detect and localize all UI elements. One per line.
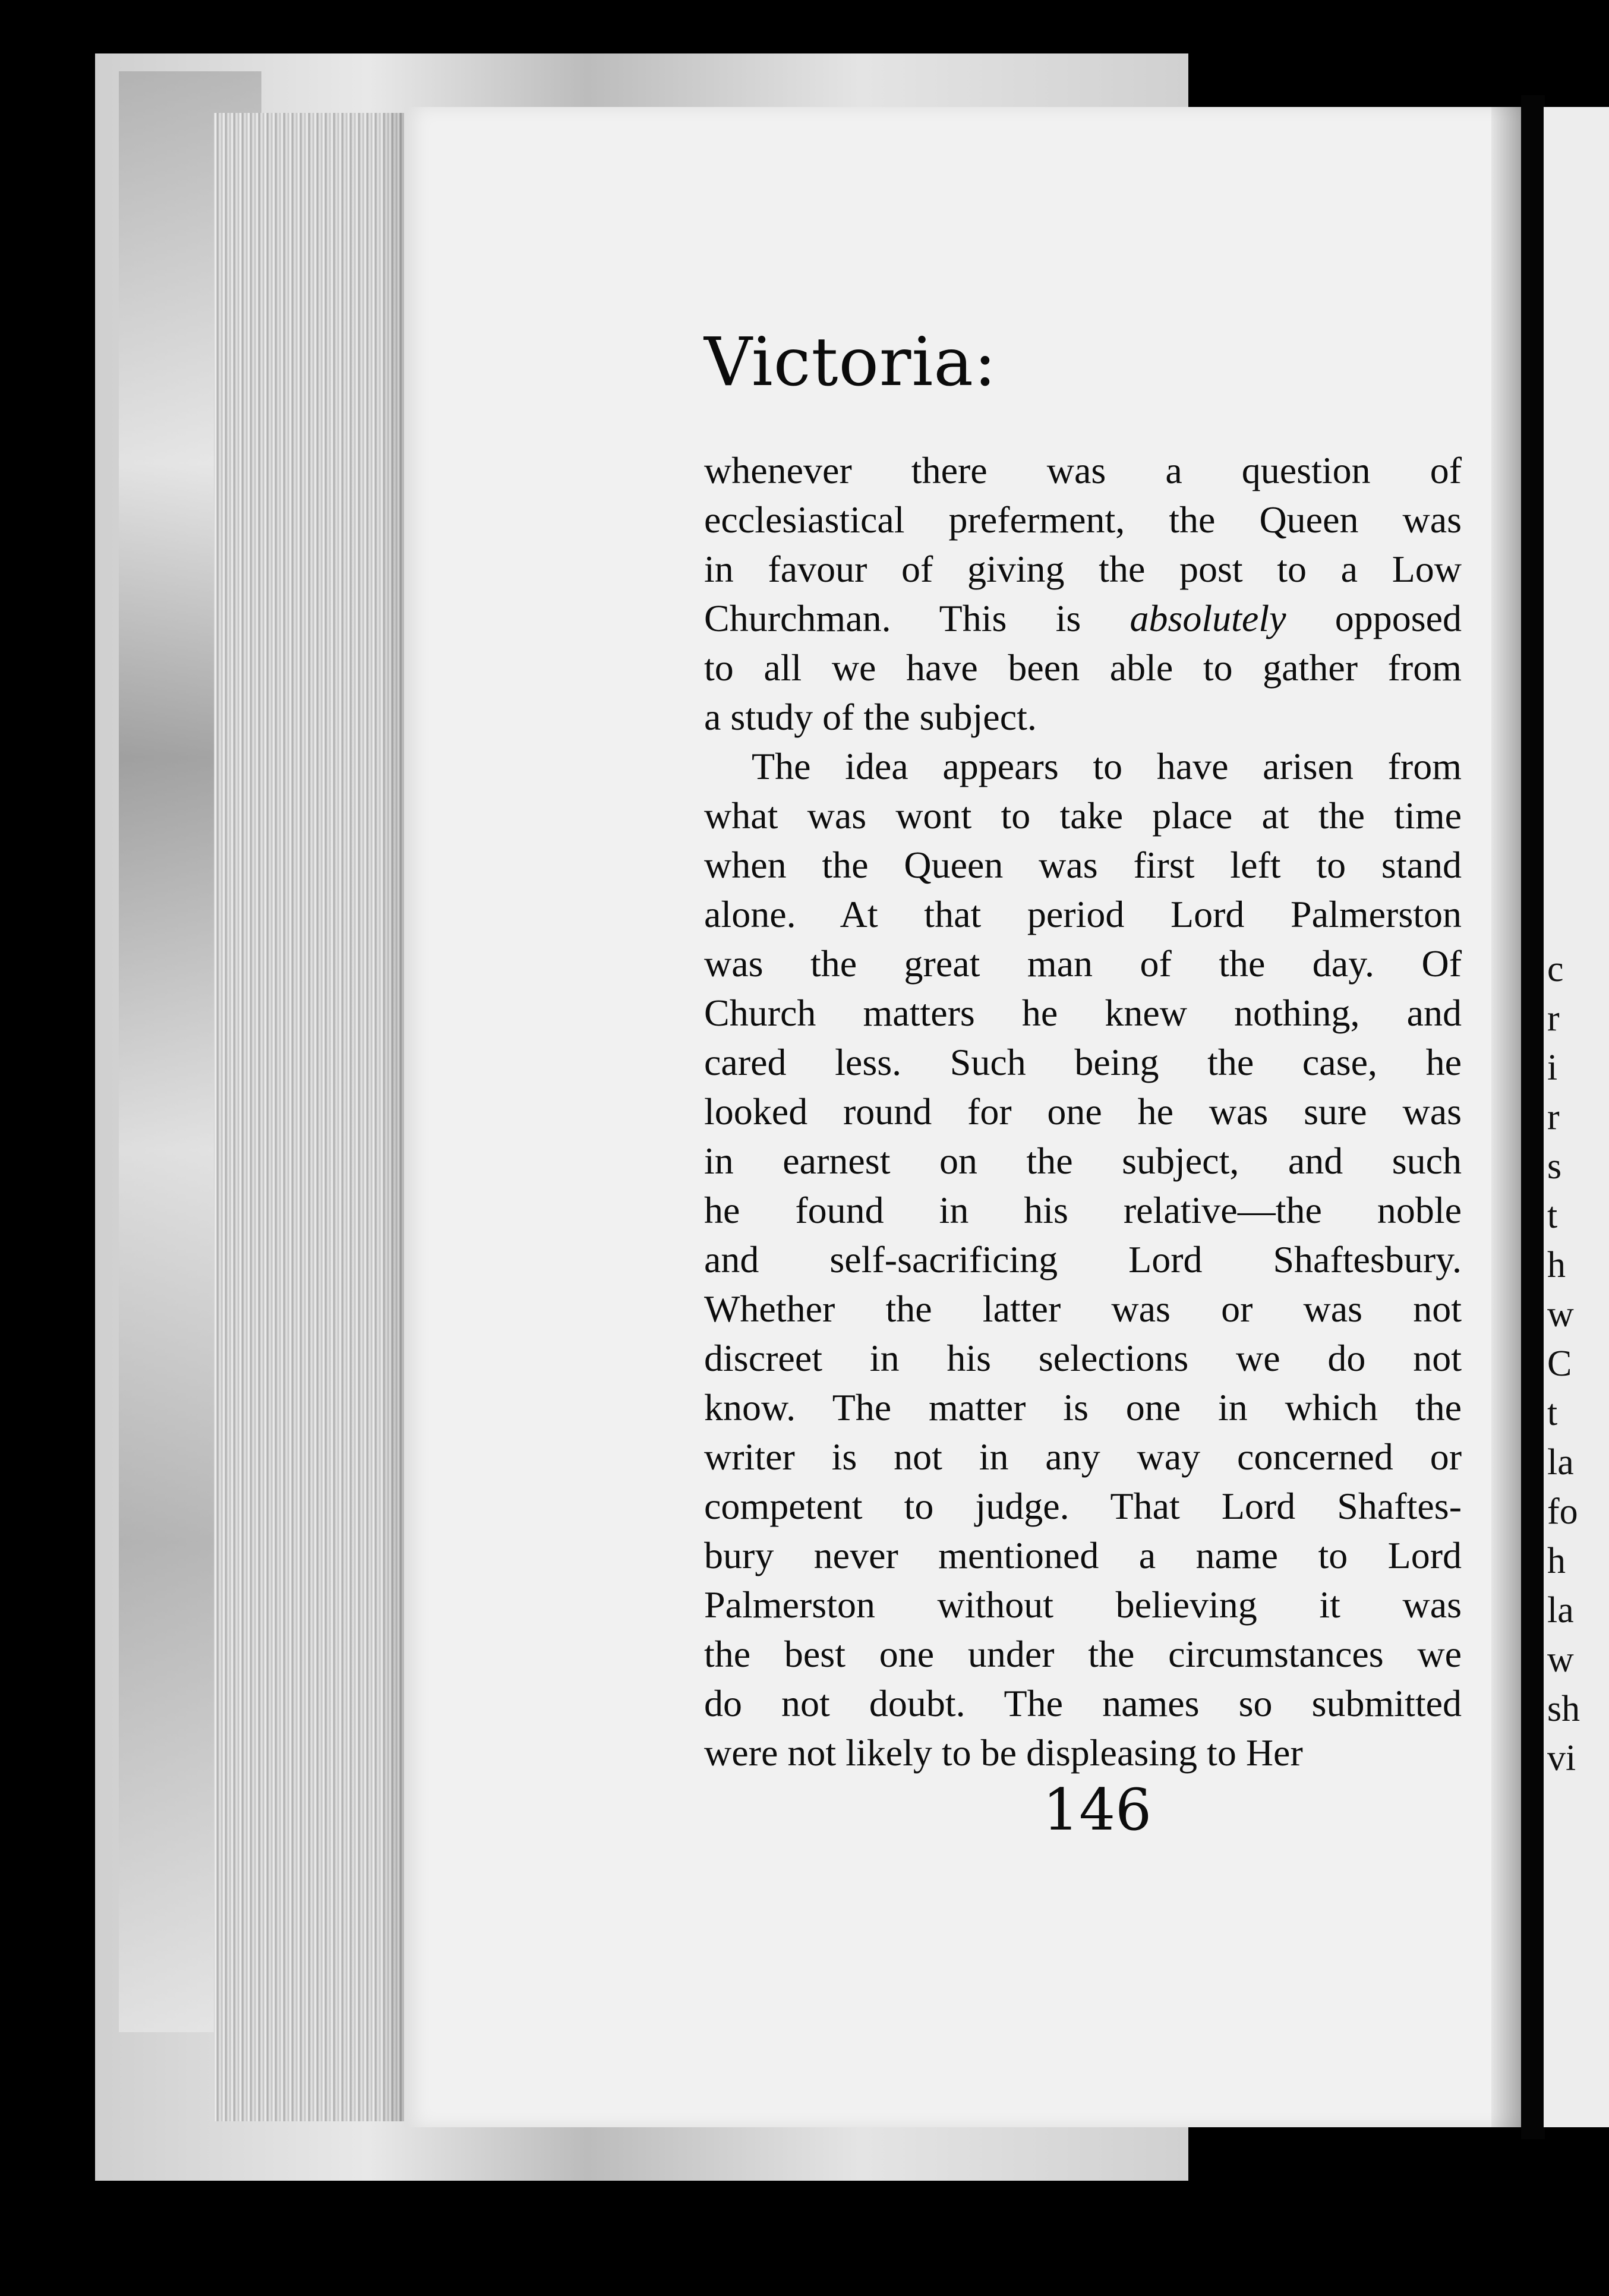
facing-page-fragment: r — [1547, 998, 1560, 1039]
text-line: the best one under the circumstances we — [704, 1633, 1462, 1675]
text-line: competent to judge. That Lord Shaftes- — [704, 1485, 1462, 1527]
facing-page — [1544, 107, 1609, 2127]
text-line: and self-sacrificing Lord Shaftesbury. — [704, 1238, 1462, 1281]
text-line: cared less. Such being the case, he — [704, 1041, 1462, 1083]
text-line: what was wont to take place at the time — [704, 794, 1462, 837]
facing-page-fragment: t — [1547, 1196, 1558, 1236]
text-line: Palmerston without believing it was — [704, 1584, 1462, 1626]
facing-page-fragment: sh — [1547, 1689, 1580, 1729]
text-line: looked round for one he was sure was — [704, 1090, 1462, 1133]
page-number: 146 — [1043, 1777, 1152, 1843]
emphasis: absolutely — [1130, 597, 1286, 639]
facing-page-fragment: r — [1547, 1097, 1560, 1137]
text-line: Church matters he knew nothing, and — [704, 992, 1462, 1034]
text-line: ecclesiastical preferment, the Queen was — [704, 499, 1462, 541]
text-line: Whether the latter was or was not — [704, 1288, 1462, 1330]
text-line: bury never mentioned a name to Lord — [704, 1534, 1462, 1576]
facing-page-fragment: h — [1547, 1541, 1566, 1581]
facing-page-fragment: t — [1547, 1393, 1558, 1433]
facing-page-fragment: la — [1547, 1590, 1574, 1630]
facing-page-fragment: la — [1547, 1442, 1574, 1483]
facing-page-fragment: h — [1547, 1245, 1566, 1285]
facing-page-fragment: w — [1547, 1639, 1574, 1680]
text-line: whenever there was a question of — [704, 449, 1462, 491]
text-line: to all we have been able to gather from — [704, 646, 1462, 689]
text-line: in favour of giving the post to a Low — [704, 548, 1462, 590]
text-line: discreet in his selections we do not — [704, 1337, 1462, 1379]
text-line: in earnest on the subject, and such — [704, 1140, 1462, 1182]
text-line: writer is not in any way concerned or — [704, 1436, 1462, 1478]
text-line: know. The matter is one in which the — [704, 1386, 1462, 1428]
text-line: a study of the subject. — [704, 696, 1037, 738]
book-gutter — [1521, 95, 1545, 2139]
running-head: Victoria: — [704, 324, 997, 401]
facing-page-fragment: w — [1547, 1294, 1574, 1335]
text-line: alone. At that period Lord Palmerston — [704, 893, 1462, 935]
text-line: he found in his relative—the noble — [704, 1189, 1462, 1231]
body-text — [704, 446, 1462, 1777]
facing-page-fragment: vi — [1547, 1738, 1576, 1778]
text-line: do not doubt. The names so submitted — [704, 1682, 1462, 1724]
text-line: when the Queen was first left to stand — [704, 844, 1462, 886]
facing-page-fragment: c — [1547, 949, 1564, 989]
facing-page-fragment: i — [1547, 1048, 1558, 1088]
text-line: were not likely to be displeasing to Her — [704, 1732, 1303, 1774]
text-line: The idea appears to have arisen from — [752, 745, 1462, 787]
facing-page-fragment: fo — [1547, 1491, 1578, 1532]
text-line: was the great man of the day. Of — [704, 942, 1462, 985]
facing-page-fragment: s — [1547, 1146, 1562, 1187]
text-line: Churchman. This is absolutely opposed — [704, 597, 1462, 639]
facing-page-fragment: C — [1547, 1343, 1572, 1384]
